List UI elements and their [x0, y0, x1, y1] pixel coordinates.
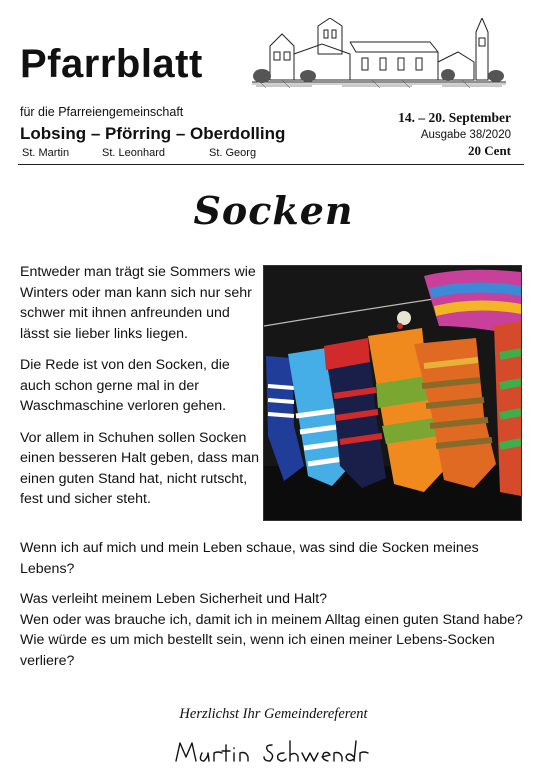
- handwritten-signature: [172, 735, 372, 767]
- issue-info: [398, 110, 511, 159]
- closing-greeting: Herzlichst Ihr Gemeindereferent: [179, 706, 368, 722]
- column-paragraph: Vor allem in Schuhen sollen Socken einen besseren Halt geben, dass man einen guten Stand hat, nicht rutscht, fest und sicher steht.: [20, 429, 259, 507]
- article-column: [20, 262, 260, 521]
- body-line: Wenn ich auf mich und mein Leben schaue, was sind die Socken meines Lebens?: [20, 540, 479, 577]
- knitted-socks-photo: [263, 265, 522, 521]
- body-paragraph: [20, 538, 526, 579]
- column-paragraph: Entweder man trägt sie Sommers wie Winters oder man kann sich nur sehr schwer mit ihnen anfreunden und lässt sie lieber links liegen.: [20, 264, 256, 342]
- issue-price: 20 Cent: [468, 143, 511, 158]
- header-divider: [18, 164, 524, 165]
- saint-leonhard: St. Leonhard: [102, 147, 165, 159]
- church-sketch-icon: [252, 18, 506, 88]
- body-line: Wen oder was brauche ich, damit ich in meinem Alltag einen guten Stand habe?: [20, 611, 523, 628]
- article-body: [20, 538, 526, 681]
- saint-martin: St. Martin: [22, 147, 70, 159]
- saint-georg: St. Georg: [209, 147, 257, 159]
- body-line: Was verleiht meinem Leben Sicherheit und Halt?: [20, 591, 328, 607]
- issue-dates: 14. – 20. September: [398, 110, 511, 125]
- article-headline: Socken: [193, 188, 354, 233]
- issue-edition: Ausgabe 38/2020: [420, 129, 511, 141]
- body-line: Wie würde es um mich bestellt sein, wenn ich einen meiner Lebens-Socken verliere?: [20, 632, 495, 669]
- patron-saints: [22, 147, 282, 161]
- masthead-subtitle: für die Pfarreiengemeinschaft: [20, 105, 184, 119]
- parish-names: Lobsing – Pförring – Oberdolling: [20, 124, 286, 143]
- column-paragraph: Die Rede ist von den Socken, die auch schon gerne mal in der Waschmaschine verloren gehen.: [20, 357, 230, 414]
- body-paragraph: [20, 589, 526, 671]
- masthead-title: Pfarrblatt: [20, 42, 203, 86]
